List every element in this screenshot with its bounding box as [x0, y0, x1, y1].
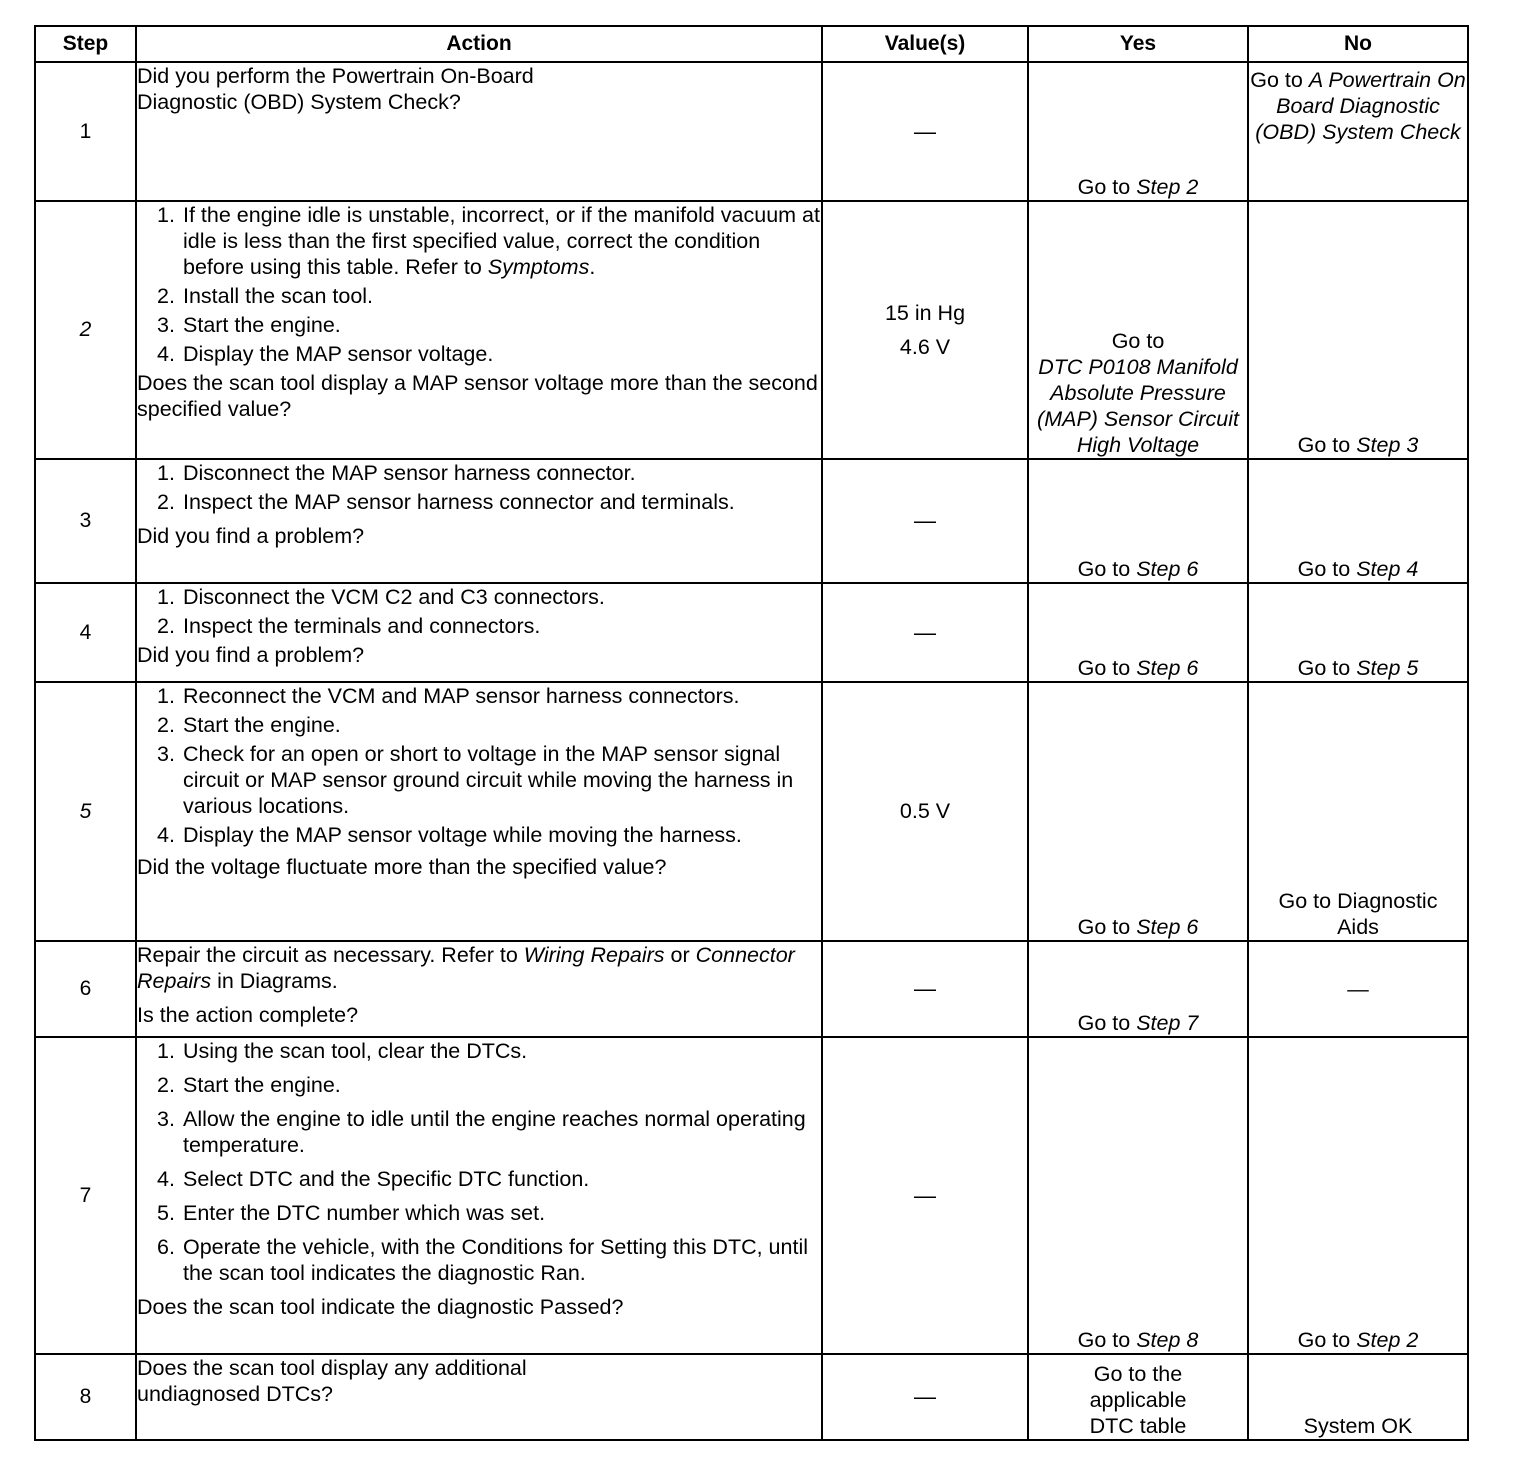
action-step-item: Disconnect the VCM C2 and C3 connectors. — [183, 585, 605, 609]
table-row — [35, 201, 1468, 459]
no-cell — [1248, 1037, 1468, 1354]
yes-cell — [1028, 682, 1248, 941]
action-step-item: Display the MAP sensor voltage while moving the harness. — [183, 823, 742, 847]
no-prefix: Go to — [1297, 1328, 1357, 1352]
action-step-item: Start the engine. — [183, 1073, 341, 1097]
yes-cell — [1028, 1354, 1248, 1440]
action-step-item — [183, 202, 821, 280]
value-cell — [822, 459, 1028, 583]
action-steps — [137, 584, 821, 639]
header-action: Action — [136, 26, 822, 62]
action-question: Does the scan tool display a MAP sensor voltage more than the second specified value? — [137, 371, 818, 421]
symptoms-ref[interactable]: Symptoms — [487, 255, 590, 279]
yes-prefix: Go to — [1077, 1328, 1137, 1352]
step-number: 2 — [35, 201, 136, 459]
value-cell — [822, 941, 1028, 1037]
action-cell — [136, 583, 822, 682]
table-row — [35, 1354, 1468, 1440]
value-dash: — — [914, 976, 936, 1001]
no-cell — [1248, 201, 1468, 459]
action-step-item: Install the scan tool. — [183, 284, 374, 308]
action-cell — [136, 62, 822, 201]
yes-link[interactable]: Step 2 — [1136, 175, 1199, 199]
table-row — [35, 583, 1468, 682]
value-cell — [822, 682, 1028, 941]
no-link[interactable]: Step 2 — [1356, 1328, 1419, 1352]
table-row — [35, 1037, 1468, 1354]
action-question: Did the voltage fluctuate more than the specified value? — [137, 855, 667, 879]
value-cell — [822, 62, 1028, 201]
action-steps — [137, 202, 821, 367]
no-prefix: Go to — [1250, 68, 1309, 92]
action-cell — [136, 1354, 822, 1440]
action-question: Did you find a problem? — [137, 524, 365, 548]
value-dash: — — [914, 619, 936, 645]
yes-cell — [1028, 62, 1248, 201]
header-row — [35, 26, 1468, 62]
value-dash: — — [914, 1182, 936, 1208]
action-question: Does the scan tool indicate the diagnostic Passed? — [137, 1295, 624, 1319]
yes-cell — [1028, 459, 1248, 583]
table-row — [35, 459, 1468, 583]
yes-cell — [1028, 941, 1248, 1037]
action-text-part: or — [664, 943, 696, 967]
action-step-item: Start the engine. — [183, 313, 341, 337]
yes-prefix: Go to — [1077, 175, 1137, 199]
header-step: Step — [35, 26, 136, 62]
step-number: 7 — [35, 1037, 136, 1354]
yes-link[interactable]: Step 7 — [1136, 1011, 1199, 1035]
no-link[interactable]: Step 4 — [1356, 557, 1419, 581]
action-cell — [136, 459, 822, 583]
action-step-item: Display the MAP sensor voltage. — [183, 342, 494, 366]
value-cell — [822, 201, 1028, 459]
no-cell — [1248, 459, 1468, 583]
action-steps — [137, 1038, 821, 1286]
action-step-item: Disconnect the MAP sensor harness connector. — [183, 461, 636, 485]
yes-link[interactable]: Step 8 — [1136, 1328, 1199, 1352]
action-step-item: Start the engine. — [183, 713, 341, 737]
action-steps — [137, 460, 821, 515]
value-dash: — — [914, 1384, 936, 1409]
action-text — [137, 942, 821, 994]
connector-repairs-ref[interactable]: Connector Repairs — [137, 943, 795, 993]
action-step-item: Inspect the terminals and connectors. — [183, 614, 541, 638]
yes-link[interactable]: Go to the applicable DTC table — [1089, 1362, 1187, 1438]
header-yes: Yes — [1028, 26, 1248, 62]
value-first: 15 in Hg — [884, 301, 966, 325]
step-number: 4 — [35, 583, 136, 682]
no-cell — [1248, 941, 1468, 1037]
header-no: No — [1248, 26, 1468, 62]
yes-link[interactable]: DTC P0108 Manifold Absolute Pressure (MAP) Sensor Circuit High Voltage — [1037, 355, 1239, 457]
diagnostic-table — [34, 25, 1469, 1441]
table-row — [35, 62, 1468, 201]
yes-prefix: Go to — [1077, 915, 1137, 939]
step-number: 8 — [35, 1354, 136, 1440]
yes-cell — [1028, 583, 1248, 682]
value-text: 0.5 V — [899, 799, 951, 823]
value-second: 4.6 V — [899, 335, 951, 359]
step-item-text: If the engine idle is unstable, incorrect, or if the manifold vacuum at idle is less than the first specified value, correct the condition before using this table. Refer to — [183, 203, 820, 279]
action-step-item: Inspect the MAP sensor harness connector and terminals. — [183, 490, 735, 514]
yes-cell — [1028, 201, 1248, 459]
no-prefix: Go to — [1297, 433, 1357, 457]
header-values: Value(s) — [822, 26, 1028, 62]
value-cell — [822, 1354, 1028, 1440]
no-link[interactable]: Go to Diagnostic Aids — [1278, 889, 1438, 939]
step-item-suffix: . — [589, 255, 596, 279]
yes-link[interactable]: Step 6 — [1136, 656, 1199, 680]
action-cell — [136, 941, 822, 1037]
wiring-repairs-ref[interactable]: Wiring Repairs — [523, 943, 665, 967]
no-link[interactable]: Step 5 — [1356, 656, 1419, 680]
action-question: Did you find a problem? — [137, 643, 365, 667]
step-number: 6 — [35, 941, 136, 1037]
action-question: Is the action complete? — [137, 1003, 359, 1027]
action-step-item: Allow the engine to idle until the engine reaches normal operating temperature. — [183, 1107, 806, 1157]
table-row — [35, 941, 1468, 1037]
no-prefix: Go to — [1297, 557, 1357, 581]
step-number: 1 — [35, 62, 136, 201]
action-steps — [137, 683, 821, 848]
step-number: 3 — [35, 459, 136, 583]
yes-link[interactable]: Step 6 — [1136, 557, 1199, 581]
no-text: System OK — [1303, 1414, 1413, 1438]
action-step-item: Using the scan tool, clear the DTCs. — [183, 1039, 528, 1063]
action-step-item: Reconnect the VCM and MAP sensor harness connectors. — [183, 684, 740, 708]
yes-prefix: Go to — [1077, 656, 1137, 680]
action-step-item: Operate the vehicle, with the Conditions for Setting this DTC, until the scan tool indicates the diagnostic Ran. — [183, 1235, 809, 1285]
action-text-part: in Diagrams. — [211, 969, 338, 993]
no-cell — [1248, 583, 1468, 682]
action-cell — [136, 1037, 822, 1354]
step-number: 5 — [35, 682, 136, 941]
value-cell — [822, 1037, 1028, 1354]
no-cell — [1248, 682, 1468, 941]
value-dash: — — [914, 508, 936, 533]
yes-cell — [1028, 1037, 1248, 1354]
no-link[interactable]: A Powertrain On Board Diagnostic (OBD) System Check — [1255, 68, 1466, 144]
no-cell — [1248, 62, 1468, 201]
yes-prefix: Go to — [1111, 329, 1165, 353]
value-cell — [822, 583, 1028, 682]
no-dash: — — [1347, 977, 1369, 1001]
action-cell — [136, 201, 822, 459]
action-step-item: Enter the DTC number which was set. — [183, 1201, 546, 1225]
action-text: Does the scan tool display any additional undiagnosed DTCs? — [137, 1356, 527, 1406]
yes-prefix: Go to — [1077, 557, 1137, 581]
action-cell — [136, 682, 822, 941]
table-row — [35, 682, 1468, 941]
action-step-item: Select DTC and the Specific DTC function. — [183, 1167, 590, 1191]
no-link[interactable]: Step 3 — [1356, 433, 1419, 457]
action-text: Did you perform the Powertrain On-Board Diagnostic (OBD) System Check? — [137, 64, 534, 114]
no-prefix: Go to — [1297, 656, 1357, 680]
yes-prefix: Go to — [1077, 1011, 1137, 1035]
no-cell — [1248, 1354, 1468, 1440]
action-text-part: Repair the circuit as necessary. Refer to — [137, 943, 524, 967]
value-dash: — — [914, 118, 936, 144]
action-step-item: Check for an open or short to voltage in the MAP sensor signal circuit or MAP sensor ground circuit while moving the harness in various locations. — [183, 742, 794, 818]
yes-link[interactable]: Step 6 — [1136, 915, 1199, 939]
